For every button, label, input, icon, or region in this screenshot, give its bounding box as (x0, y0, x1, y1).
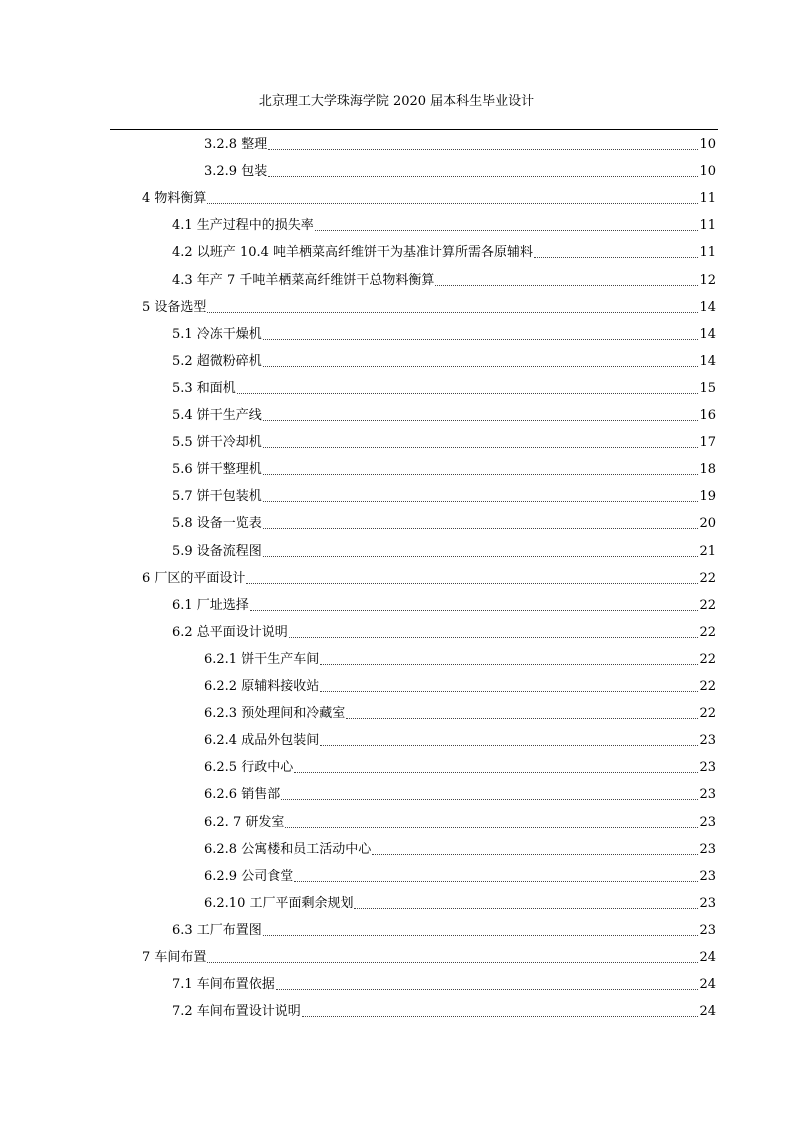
toc-entry-label: 5.7 饼干包装机 (172, 489, 262, 504)
toc-entry-label: 4.2 以班产 10.4 吨羊栖菜高纤维饼干为基准计算所需各原辅料 (172, 245, 534, 260)
toc-entry-label: 5 设备选型 (142, 300, 207, 315)
toc-entry-page-number: 11 (699, 218, 716, 233)
toc-dot-leader (263, 935, 699, 936)
toc-dot-leader (435, 285, 698, 286)
toc-entry[interactable] (172, 217, 716, 235)
toc-entry[interactable] (204, 705, 716, 723)
toc-entry-label: 6.2 总平面设计说明 (172, 625, 288, 640)
toc-dot-leader (268, 176, 698, 177)
toc-entry-page-number: 24 (699, 1004, 716, 1019)
toc-entry-page-number: 10 (699, 137, 716, 152)
toc-entry-page-number: 24 (699, 977, 716, 992)
toc-entry-page-number: 23 (699, 869, 716, 884)
toc-dot-leader (320, 664, 698, 665)
toc-entry-label: 4.1 生产过程中的损失率 (172, 218, 314, 233)
toc-entry-page-number: 23 (699, 815, 716, 830)
toc-entry[interactable] (172, 244, 716, 262)
toc-entry-page-number: 16 (699, 408, 716, 423)
toc-entry[interactable] (172, 1003, 716, 1021)
toc-entry[interactable] (172, 380, 716, 398)
toc-entry[interactable] (172, 353, 716, 371)
toc-entry-page-number: 14 (699, 327, 716, 342)
toc-entry-label: 4.3 年产 7 千吨羊栖菜高纤维饼干总物料衡算 (172, 273, 435, 288)
toc-entry[interactable] (172, 488, 716, 506)
toc-entry[interactable] (142, 949, 716, 967)
toc-entry-label: 5.6 饼干整理机 (172, 462, 262, 477)
toc-entry-page-number: 19 (699, 489, 716, 504)
toc-entry[interactable] (204, 136, 716, 154)
toc-entry-page-number: 14 (699, 354, 716, 369)
toc-dot-leader (246, 583, 698, 584)
toc-dot-leader (263, 501, 699, 502)
toc-dot-leader (263, 339, 699, 340)
page-header-title: 北京理工大学珠海学院 2020 届本科生毕业设计 (258, 94, 535, 109)
toc-dot-leader (263, 447, 699, 448)
toc-entry-label: 6.2.10 工厂平面剩余规划 (204, 896, 354, 911)
toc-entry-label: 7.2 车间布置设计说明 (172, 1004, 301, 1019)
toc-dot-leader (276, 989, 699, 990)
toc-entry-label: 6.2.4 成品外包装间 (204, 733, 320, 748)
toc-entry[interactable] (172, 461, 716, 479)
toc-entry-page-number: 23 (699, 923, 716, 938)
toc-dot-leader (294, 772, 698, 773)
toc-entry-page-number: 22 (699, 598, 716, 613)
toc-entry[interactable] (204, 868, 716, 886)
toc-dot-leader (263, 474, 699, 475)
toc-entry-page-number: 11 (699, 245, 716, 260)
toc-dot-leader (320, 745, 698, 746)
toc-entry-page-number: 22 (699, 625, 716, 640)
toc-entry[interactable] (204, 163, 716, 181)
toc-dot-leader (250, 610, 699, 611)
toc-dot-leader (534, 257, 698, 258)
toc-dot-leader (302, 1016, 699, 1017)
toc-dot-leader (263, 420, 699, 421)
toc-entry-page-number: 22 (699, 571, 716, 586)
toc-entry[interactable] (204, 814, 716, 832)
toc-entry[interactable] (142, 190, 716, 208)
toc-entry[interactable] (204, 759, 716, 777)
toc-entry[interactable] (204, 841, 716, 859)
toc-entry[interactable] (172, 515, 716, 533)
toc-entry-label: 4 物料衡算 (142, 191, 207, 206)
toc-entry-label: 5.1 冷冻干燥机 (172, 327, 262, 342)
toc-dot-leader (237, 393, 699, 394)
toc-dot-leader (263, 366, 699, 367)
toc-dot-leader (263, 528, 699, 529)
toc-dot-leader (268, 149, 698, 150)
toc-entry-label: 3.2.9 包装 (204, 164, 268, 179)
toc-entry-page-number: 23 (699, 842, 716, 857)
toc-entry-page-number: 11 (699, 191, 716, 206)
toc-entry-label: 5.9 设备流程图 (172, 544, 262, 559)
toc-entry[interactable] (204, 678, 716, 696)
toc-entry-label: 5.2 超微粉碎机 (172, 354, 262, 369)
toc-entry-page-number: 23 (699, 733, 716, 748)
toc-dot-leader (207, 962, 698, 963)
toc-entry-page-number: 22 (699, 652, 716, 667)
toc-entry-page-number: 24 (699, 950, 716, 965)
toc-entry-page-number: 23 (699, 760, 716, 775)
toc-entry-page-number: 18 (699, 462, 716, 477)
toc-entry-page-number: 14 (699, 300, 716, 315)
toc-dot-leader (346, 718, 698, 719)
toc-dot-leader (263, 556, 699, 557)
toc-entry-label: 6.2.3 预处理间和冷藏室 (204, 706, 346, 721)
toc-entry-label: 7.1 车间布置依据 (172, 977, 275, 992)
toc-entry[interactable] (172, 272, 716, 290)
toc-entry-page-number: 20 (699, 516, 716, 531)
toc-entry-page-number: 15 (699, 381, 716, 396)
toc-entry-page-number: 22 (699, 679, 716, 694)
toc-entry-label: 5.3 和面机 (172, 381, 236, 396)
toc-entry[interactable] (142, 570, 716, 588)
toc-entry[interactable] (172, 976, 716, 994)
toc-dot-leader (294, 881, 698, 882)
toc-entry[interactable] (172, 922, 716, 940)
toc-entry-page-number: 21 (699, 544, 716, 559)
toc-entry-page-number: 23 (699, 787, 716, 802)
toc-entry[interactable] (172, 434, 716, 452)
toc-entry-label: 6.1 厂址选择 (172, 598, 249, 613)
toc-entry-label: 6.3 工厂布置图 (172, 923, 262, 938)
toc-entry[interactable] (172, 543, 716, 561)
toc-entry-label: 6.2. 7 研发室 (204, 815, 285, 830)
toc-entry-page-number: 12 (699, 273, 716, 288)
toc-entry[interactable] (172, 597, 716, 615)
toc-entry-label: 6.2.5 行政中心 (204, 760, 294, 775)
toc-entry-page-number: 10 (699, 164, 716, 179)
toc-entry[interactable] (142, 299, 716, 317)
toc-entry-page-number: 17 (699, 435, 716, 450)
toc-entry[interactable] (172, 624, 716, 642)
toc-entry[interactable] (204, 651, 716, 669)
toc-entry-label: 6.2.6 销售部 (204, 787, 281, 802)
toc-entry-label: 6.2.2 原辅料接收站 (204, 679, 320, 694)
toc-entry-page-number: 23 (699, 896, 716, 911)
toc-entry[interactable] (204, 732, 716, 750)
toc-entry[interactable] (204, 895, 716, 913)
toc-entry-label: 5.5 饼干冷却机 (172, 435, 262, 450)
toc-dot-leader (281, 799, 698, 800)
toc-entry[interactable] (172, 326, 716, 344)
toc-entry-label: 5.4 饼干生产线 (172, 408, 262, 423)
toc-dot-leader (207, 312, 698, 313)
toc-dot-leader (289, 637, 699, 638)
toc-entry-label: 6 厂区的平面设计 (142, 571, 246, 586)
toc-entry-label: 6.2.9 公司食堂 (204, 869, 294, 884)
toc-dot-leader (315, 230, 699, 231)
toc-dot-leader (285, 827, 698, 828)
toc-entry-label: 3.2.8 整理 (204, 137, 268, 152)
toc-entry[interactable] (172, 407, 716, 425)
toc-entry[interactable] (204, 786, 716, 804)
toc-dot-leader (207, 203, 698, 204)
toc-entry-label: 6.2.1 饼干生产车间 (204, 652, 320, 667)
toc-dot-leader (320, 691, 698, 692)
toc-dot-leader (354, 908, 698, 909)
toc-entry-label: 6.2.8 公寓楼和员工活动中心 (204, 842, 372, 857)
toc-dot-leader (372, 854, 698, 855)
toc-entry-page-number: 22 (699, 706, 716, 721)
toc-entry-label: 5.8 设备一览表 (172, 516, 262, 531)
toc-entry-label: 7 车间布置 (142, 950, 207, 965)
